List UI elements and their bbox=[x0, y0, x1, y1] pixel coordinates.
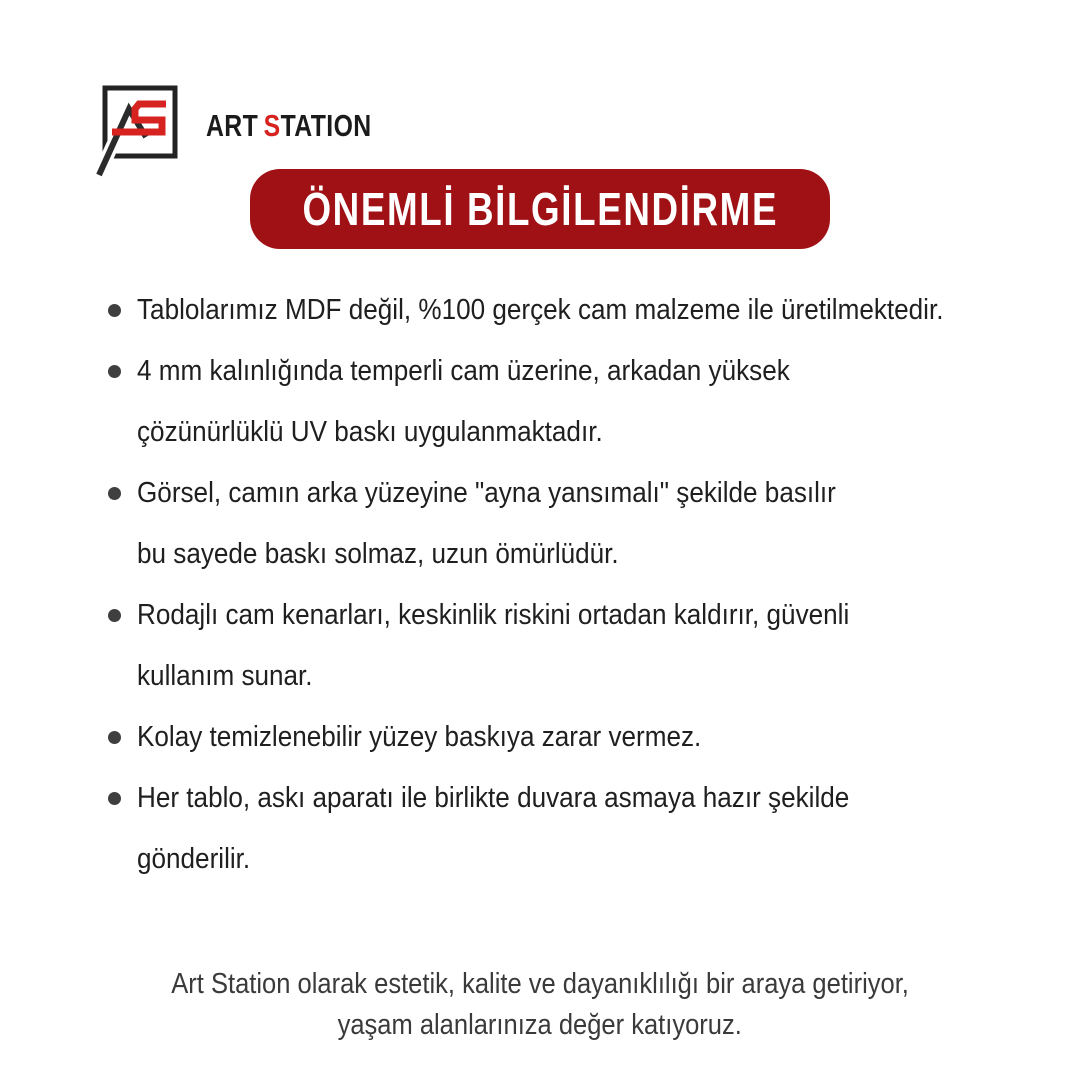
bullet-dot-icon bbox=[108, 365, 121, 378]
bullet-line-text: kullanım sunar. bbox=[137, 660, 313, 692]
list-item bbox=[108, 707, 1058, 768]
bullet-line-text: Kolay temizlenebilir yüzey baskıya zarar vermez. bbox=[137, 721, 702, 753]
bullet-text bbox=[137, 768, 928, 890]
footer-line bbox=[0, 964, 1080, 1005]
bullet-dot-icon bbox=[108, 792, 121, 805]
bullet-line-text: Her tablo, askı aparatı ile birlikte duvara asmaya hazır şekilde bbox=[137, 782, 850, 814]
important-info-banner bbox=[250, 169, 830, 249]
bullet-line bbox=[137, 585, 928, 646]
bullet-line bbox=[137, 646, 928, 707]
footer-line bbox=[0, 1005, 1080, 1046]
banner-title: ÖNEMLİ BİLGİLENDİRME bbox=[302, 183, 778, 235]
bullet-text bbox=[137, 463, 914, 585]
art-station-logo-icon bbox=[96, 80, 188, 180]
bullet-line bbox=[137, 463, 914, 524]
bullet-dot-icon bbox=[108, 731, 121, 744]
bullet-list bbox=[108, 280, 1058, 890]
bullet-text bbox=[137, 707, 764, 768]
bullet-line bbox=[137, 524, 914, 585]
bullet-line bbox=[137, 829, 928, 890]
bullet-line bbox=[137, 402, 862, 463]
footer-line-text: Art Station olarak estetik, kalite ve dayanıklılığı bir araya getiriyor, bbox=[171, 968, 909, 1000]
bullet-line bbox=[137, 768, 928, 829]
bullet-line bbox=[137, 280, 1033, 341]
bullet-line bbox=[137, 341, 862, 402]
bullet-line-text: 4 mm kalınlığında temperli cam üzerine, arkadan yüksek bbox=[137, 355, 790, 387]
list-item bbox=[108, 280, 1058, 341]
bullet-text bbox=[137, 280, 1033, 341]
bullet-text bbox=[137, 585, 928, 707]
bullet-text bbox=[137, 341, 862, 463]
list-item bbox=[108, 585, 1058, 707]
brand-name bbox=[206, 108, 372, 144]
footer-line-text: yaşam alanlarınıza değer katıyoruz. bbox=[337, 1009, 743, 1041]
brand-name-red-s: S bbox=[263, 108, 281, 143]
bullet-line-text: bu sayede baskı solmaz, uzun ömürlüdür. bbox=[137, 538, 619, 570]
bullet-line-text: Rodajlı cam kenarları, keskinlik riskini ortadan kaldırır, güvenli bbox=[137, 599, 850, 631]
bullet-line-text: gönderilir. bbox=[137, 843, 251, 875]
bullet-line-text: Tablolarımız MDF değil, %100 gerçek cam malzeme ile üretilmektedir. bbox=[137, 294, 944, 326]
list-item bbox=[108, 341, 1058, 463]
list-item bbox=[108, 768, 1058, 890]
bullet-line-text: çözünürlüklü UV baskı uygulanmaktadır. bbox=[137, 416, 603, 448]
footer-tagline bbox=[0, 964, 1080, 1046]
list-item bbox=[108, 463, 1058, 585]
brand-name-part1: ART bbox=[206, 108, 259, 143]
bullet-dot-icon bbox=[108, 609, 121, 622]
bullet-dot-icon bbox=[108, 487, 121, 500]
bullet-line-text: Görsel, camın arka yüzeyine "ayna yansımalı" şekilde basılır bbox=[137, 477, 836, 509]
bullet-dot-icon bbox=[108, 304, 121, 317]
brand-name-part2: TATION bbox=[280, 108, 372, 143]
bullet-line bbox=[137, 707, 764, 768]
